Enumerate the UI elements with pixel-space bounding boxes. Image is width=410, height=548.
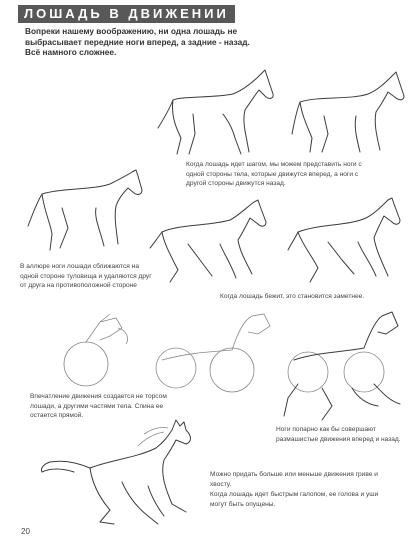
horse-run-1 [150,200,266,282]
caption-walk: Когда лошадь идет шагом, мы можем представить ноги с одной стороны тела, которые движутся вперед, а ноги с другой стороны движутся назад. [186,161,362,188]
construction-step-2 [156,314,270,392]
caption-run: Когда лошадь бежит, это становится заметнее. [220,293,365,300]
caption-mane: Можно придать больше или меньше движения гриве и хвосту. [210,471,378,488]
construction-step-1 [64,314,128,386]
horse-walk-2 [292,72,404,152]
caption-torso: Впечатление движения создается не торсом лошади, а другими частями тела. Спина ее остается прямой. [30,393,167,420]
horse-amble [28,170,142,250]
page-title: ЛОШАДЬ В ДВИЖЕНИИ [18,5,235,23]
horse-gallop [41,420,190,524]
construction-step-3 [284,312,400,420]
horse-run-2 [288,198,400,282]
horse-walk-1 [158,70,273,154]
caption-amble: В аллюре ноги лошади сближаются на одной стороне туловища и удаляются друг от друга на противоположной стороне [20,263,152,290]
caption-gallop: Когда лошадь идет быстрым галопом, ее голова и уши могут быть опущены. [210,491,379,508]
page-number: 20 [21,527,30,536]
caption-pairs: Ноги попарно как бы совершают размашистые движения вперед и назад. [276,426,401,443]
intro-text: Вопреки нашему воображению, ни одна лошадь не выбрасывает передние ноги вперед, а задние - назад. Всё намного сложнее. [25,26,250,57]
